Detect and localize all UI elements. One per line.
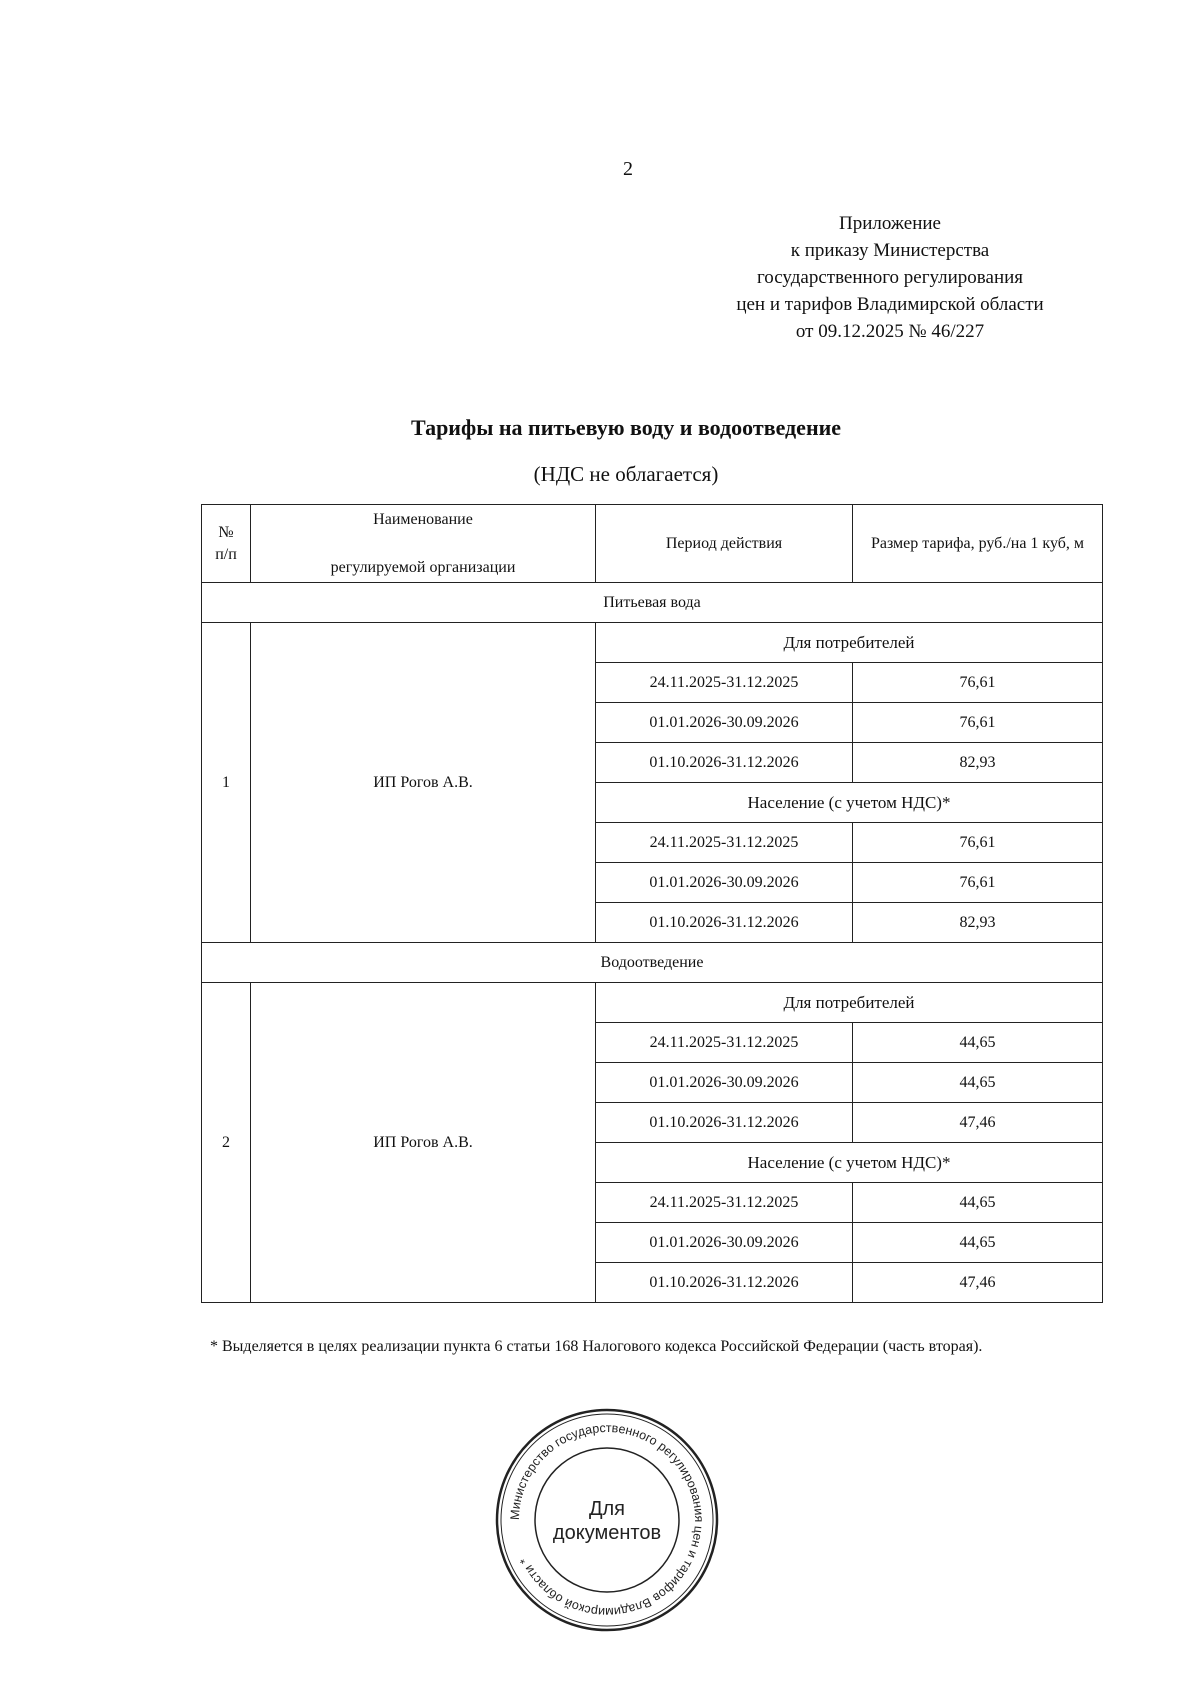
stamp-ring-text-path: Министерство государственного регулирования цен и тарифов Владимирской области * [507,1420,707,1620]
row-number: 2 [202,983,251,1303]
tariff-value-cell: 76,61 [853,663,1103,703]
tariff-value-cell: 47,46 [853,1103,1103,1143]
tariff-value-cell: 76,61 [853,703,1103,743]
header-organization-label: Наименование [373,510,473,528]
appendix-line: государственного регулирования [756,267,1024,288]
period-cell: 01.10.2026-31.12.2026 [596,903,853,943]
document-title: Тарифы на питьевую воду и водоотведение [410,415,842,440]
period-cell: 01.01.2026-30.09.2026 [596,863,853,903]
group-header-row [202,623,1103,663]
group-header-row [202,983,1103,1023]
appendix-line: Приложение [839,213,941,234]
header-tariff-cell: Размер тарифа, руб./на 1 куб, м [853,505,1103,583]
period-cell: 01.01.2026-30.09.2026 [596,1063,853,1103]
group-label: Население (с учетом НДС)* [596,783,1103,823]
stamp-ring-text [508,1421,706,1619]
period-cell: 24.11.2025-31.12.2025 [596,1023,853,1063]
stamp-outer-ring-inner [501,1414,713,1626]
period-cell: 24.11.2025-31.12.2025 [596,663,853,703]
table-header-row [202,505,1103,583]
header-number-cell [202,505,251,583]
period-cell: 24.11.2025-31.12.2025 [596,823,853,863]
group-label: Для потребителей [596,623,1103,663]
stamp-outer-ring [497,1410,717,1630]
tariffs-table [201,504,1103,1303]
official-stamp [492,1405,722,1635]
header-number-label: п/п [215,545,237,563]
appendix-block [700,210,1080,345]
header-organization-cell [251,505,596,583]
tariff-value-cell: 47,46 [853,1263,1103,1303]
tariff-value-cell: 82,93 [853,903,1103,943]
section-title: Водоотведение [202,943,1103,983]
period-cell: 24.11.2025-31.12.2025 [596,1183,853,1223]
stamp-center-line: Для [588,1498,626,1520]
period-cell: 01.10.2026-31.12.2026 [596,743,853,783]
header-number-label: № [218,523,234,541]
tariff-value-cell: 44,65 [853,1023,1103,1063]
period-cell: 01.01.2026-30.09.2026 [596,703,853,743]
tariff-value-cell: 76,61 [853,823,1103,863]
period-cell: 01.01.2026-30.09.2026 [596,1223,853,1263]
row-number: 1 [202,623,251,943]
appendix-line: цен и тарифов Владимирской области [736,294,1044,315]
group-label: Население (с учетом НДС)* [596,1143,1103,1183]
tariff-value-cell: 44,65 [853,1063,1103,1103]
tariff-value-cell: 76,61 [853,863,1103,903]
tariff-value-cell: 44,65 [853,1223,1103,1263]
footnote: * Выделяется в целях реализации пункта 6 статьи 168 Налогового кодекса Российской Федерации (часть вторая). [210,1338,983,1355]
header-organization-label: регулируемой организации [330,558,516,576]
appendix-order-reference: от 09.12.2025 № 46/227 [795,321,985,342]
header-period-cell: Период действия [596,505,853,583]
period-cell: 01.10.2026-31.12.2026 [596,1263,853,1303]
period-cell: 01.10.2026-31.12.2026 [596,1103,853,1143]
stamp-inner-ring [535,1448,679,1592]
section-header-row [202,583,1103,623]
organization-name: ИП Рогов А.В. [251,983,596,1303]
section-title: Питьевая вода [202,583,1103,623]
page-number: 2 [623,158,633,180]
tariff-value-cell: 44,65 [853,1183,1103,1223]
section-header-row [202,943,1103,983]
organization-name: ИП Рогов А.В. [251,623,596,943]
appendix-line: к приказу Министерства [790,240,990,261]
document-subtitle: (НДС не облагается) [533,462,719,486]
tariff-value-cell: 82,93 [853,743,1103,783]
group-label: Для потребителей [596,983,1103,1023]
stamp-center-line: документов [552,1522,662,1544]
